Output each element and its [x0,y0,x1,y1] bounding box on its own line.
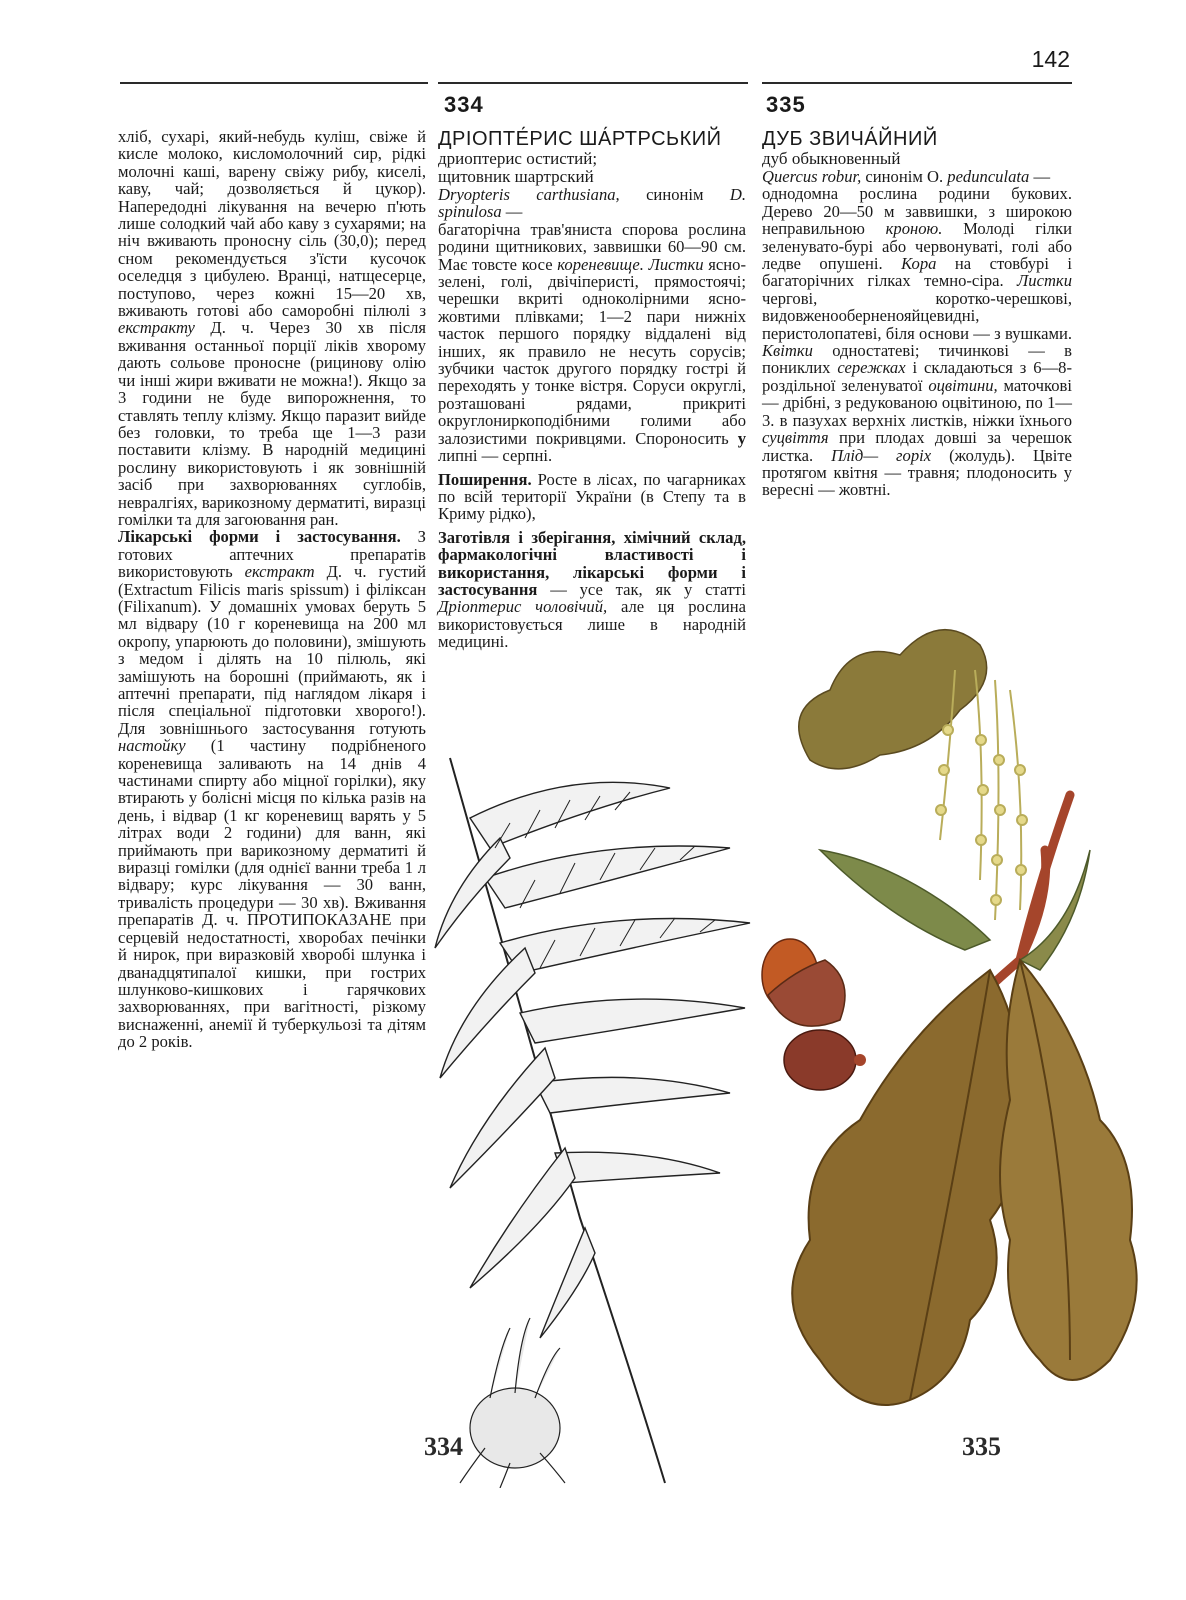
oak-leaf-small [820,850,990,950]
russian-name-334-alt: щитовник шартрский [438,167,594,186]
description-335: однодомна рослина родини букових. Дерево 20—50 м заввишки, з широкою неправильною кроною. Молоді гілки зеленувато-бурі або червонуваті, голі або ледве опушені. Кора на стовбурі і багаторічних гілках темно-сіра. Листки чергові, коротко-черешкові, видовженооберненояйцевидні, перистолопатеві, біля основи — з вушками. Квітки одностатеві; тичинкові — в пониклих сережках і складаються з 6—8-роздільної зеленуватої оцвітини, маточкові — дрібні, з редукованою оцвітиною, по 1—3. в пазухах верхніх листків, ніжки їхнього суцвіття при плодах довші за черешок листка. Плід— горіх (жолудь). Цвіте протягом квітня — травня; плодоносить у вересні — жовтні. [762,184,1072,500]
oak-leaf-upper [799,630,987,769]
oak-illustration [740,600,1160,1480]
fern-pinna [520,999,745,1043]
paragraph-dosage-forms: Лікарські форми і застосування. З готових аптечних препаратів використовують екстракт Д. ч. густий (Extractum Filicis maris spissum) і філіксан (Filixanum). У домашніх умовах беруть 5 мл відвару (10 г кореневища на 200 мл окропу, упарюють до половини), змішують з медом і ділять на 10 пілюль, які замішують на борошні (приймають, як і аптечні препарати, під наглядом лікаря і після спеціальної підготовки хворого!). Для зовнішнього застосування готують настойку (1 частину подрібненого кореневища заливають на 14 днів 4 частинами спирту або міцної горілки), яку втирають у болісні місця по кілька разів на день, і відвар (1 кг кореневищ варять у 5 літрах води 2 години) для ванн, які приймають при варикозному дерматиті й виразці гомілки (для однієї ванни треба 1 л відвару; курс лікування — 30 ванн, тривалість процедури — 30 хв). Вживання препаратів Д. ч. ПРОТИПОКАЗАНЕ при серцевій недостатності, хворобах печінки й нирок, при виразковій хворобі шлунка і дванадцятипалої кишки, при гострих шлунково-кишкових і гарячкових захворюваннях, при вагітності, різкому виснаженні, анемії й туберкульозі та дітям до 2 років. [118,527,426,1052]
fern-pinna [470,1148,575,1288]
paragraph-treatment: хліб, сухарі, який-небудь куліш, свіже й кисле молоко, кисломолочний сир, рідкі молочні каші, варену свіжу рибу, киселі, каву, чай; дозволяється й цукор). Напередодні лікування на вечерю п'ють лише солодкий чай або каву з сухарями; на ніч вживають проносну сіль (30,0); перед сном рекомендується з'їсти кусочок оселедця з цибулею. Вранці, натщесерце, поступово, через кожні 15—20 хв, вживають готові або саморобні пілюлі з екстракту Д. ч. Через 30 хв після вживання останньої порції ліків хворому дають сольове проносне (рицинову олію чи інші жири вживати не можна!). Якщо за 3 години не буде випорожнення, то ставлять теплу клізму. Якщо паразит вийде без головки, то треба ще 1—3 рази поставити клізму. В народній медицині рослину використовують і як зовнішній засіб при захворюваннях суглобів, невралгіях, варикозному дерматиті, виразці гомілки та для загоювання ран. [118,127,426,529]
entry-number-335: 335 [766,92,806,117]
column-entry-334 [438,128,746,651]
fern-pinna [555,1152,720,1183]
acorn-cup [784,1030,856,1090]
entry-number-334: 334 [444,92,484,117]
fern-illustration [430,748,760,1488]
fern-pinna [500,919,750,974]
column-entry-335 [762,128,1072,499]
header-rule-middle [438,82,748,84]
oak-leaf-large [1000,960,1137,1380]
latin-name-334: Dryopteris carthusiana, синонім D. spinulosa — [438,185,746,222]
page-number: 142 [1031,46,1070,72]
fern-pinna [485,846,730,908]
description-334: багаторічна трав'яниста спорова рослина родини щитникових, заввишки 60—90 см. Має товсте косе кореневище. Листки ясно-зелені, голі, двічіперисті, прямостоячі; черешки вкриті одноколірними ясно-жовтими плівками; 1—2 пари нижніх часток першого порядку віддалені від інших, як правило не несуть сорусів; зубчики часток другого порядку гострі й переходять у тонке вістря. Соруси округлі, розташовані рядами, прикриті округлониркоподібними голими або залозистими покривцями. Спороносить у липні — серпні. [438,219,746,466]
latin-name-335: Quercus robur, синонім O. pedunculata — [762,167,1051,186]
entry-headword-335: ДУБ ЗВИЧА́ЙНИЙ [762,128,938,150]
acorn-stalk [854,1054,866,1066]
figure-label-335: 335 [962,1432,1001,1461]
entry-headword-334: ДРІОПТЕ́РИС ША́РТРСЬКИЙ [438,128,722,150]
figure-label-334: 334 [424,1432,463,1461]
distribution-334: Поширення. Росте в лісах, по чагарниках по всій території України (в Степу та в Криму рідко), [438,469,746,524]
fern-pinna [540,1228,595,1338]
harvesting-334: Заготівля і зберігання, хімічний склад, фармакологічні властивості і використання, лікарські форми і застосування — усе так, як у статті Дріоптерис чоловічий, але ця рослина використовується лише в народній медицині. [438,527,746,652]
header-rule-right [762,82,1072,84]
header-rule-left [120,82,428,84]
column-continuation [118,128,426,1051]
russian-name-334: дриоптерис остистий; [438,149,598,168]
fern-pinna [535,1077,730,1113]
fern-rhizome [460,1318,565,1488]
russian-name-335: дуб обыкновенный [762,149,901,168]
fern-pinna [450,1048,555,1188]
